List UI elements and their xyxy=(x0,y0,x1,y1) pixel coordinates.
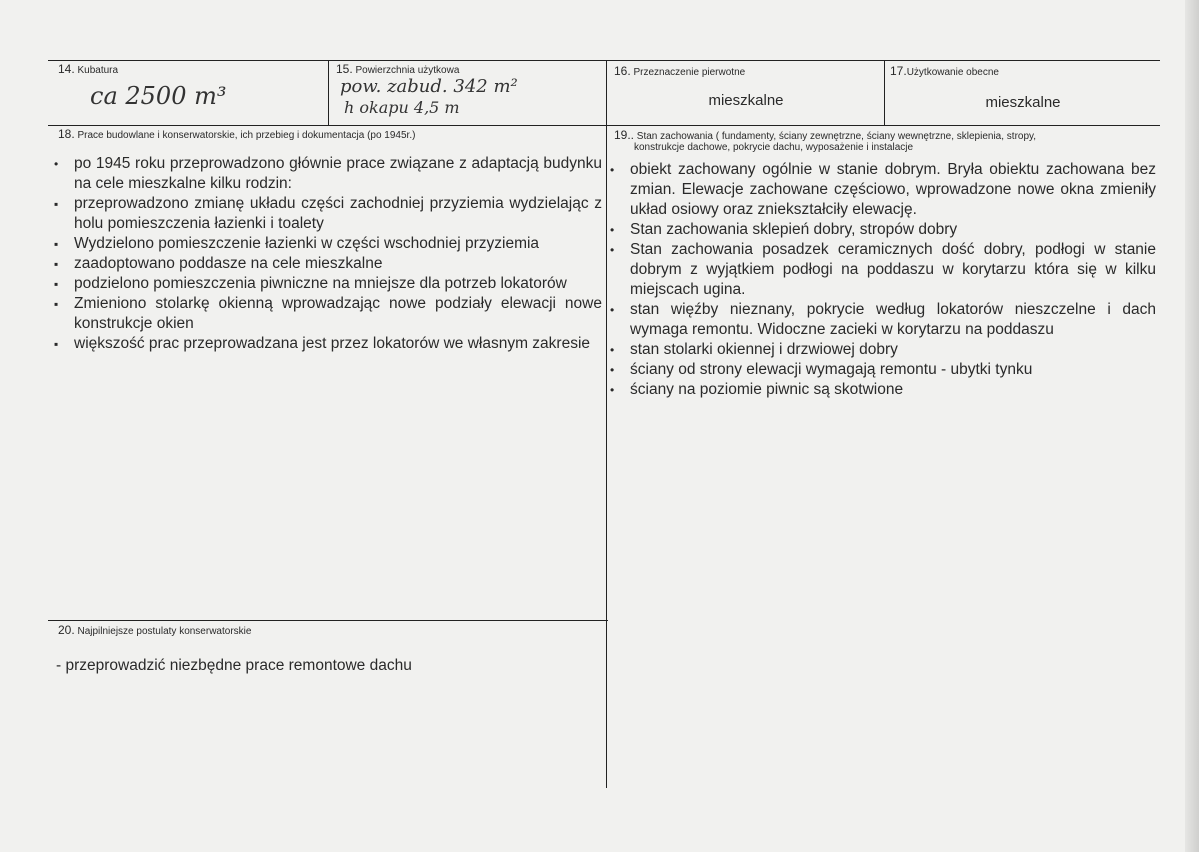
list-item xyxy=(52,294,602,334)
field-17-value: mieszkalne xyxy=(985,94,1061,111)
list-item xyxy=(608,220,1156,240)
list-item xyxy=(52,334,602,354)
bullet: • xyxy=(610,243,615,257)
field-15-label xyxy=(336,62,459,76)
field-16-value: mieszkalne xyxy=(708,92,784,109)
list-item xyxy=(52,274,602,294)
bullet: ▪ xyxy=(54,257,59,271)
field-20-text: - przeprowadzić niezbędne prace remontowe dachu xyxy=(56,657,412,674)
field-20-title: Najpilniejsze postulaty konserwatorskie xyxy=(77,626,252,637)
list-item-text: Stan zachowania sklepień dobry, stropów dobry xyxy=(630,221,958,238)
list-item xyxy=(608,160,1156,220)
field-14-title: Kubatura xyxy=(77,65,119,76)
bullet: ▪ xyxy=(54,277,59,291)
bullet: • xyxy=(610,163,615,177)
list-item xyxy=(608,300,1156,340)
bullet: • xyxy=(610,363,615,377)
list-item-text: większość prac przeprowadzana jest przez lokatorów we własnym zakresie xyxy=(74,335,591,352)
list-item-text: zaadoptowano poddasze na cele mieszkalne xyxy=(74,255,383,272)
field-20-top-border xyxy=(48,620,608,621)
list-item-text: obiekt zachowany ogólnie w stanie dobrym. Bryła obiektu zachowana bez zmian. Elewacje zachowane częściowo, wprowadzone nowe okna zmieniły układ osiowy oraz zniekształciły elewację. xyxy=(630,161,1156,218)
field-19-label xyxy=(614,128,1036,142)
field-17-number: 17. xyxy=(890,64,907,78)
list-item xyxy=(52,194,602,234)
field-14-number: 14. xyxy=(58,62,75,76)
field-19-list xyxy=(608,160,1156,400)
field-15-value-line-1: pow. zabud. 342 m² xyxy=(340,76,518,97)
bullet: • xyxy=(610,343,615,357)
list-item-text: ściany od strony elewacji wymagają remontu - ubytki tynku xyxy=(630,361,1033,378)
list-item-text: stan więźby nieznany, pokrycie według lokatorów nieszczelne i dach wymaga remontu. Widoczne zacieki w korytarzu na poddaszu xyxy=(630,301,1156,338)
list-item xyxy=(52,234,602,254)
list-item-text: po 1945 roku przeprowadzono głównie prace związane z adaptacją budynku na cele mieszkalne kilku rodzin: xyxy=(74,155,602,192)
field-17-title: Użytkowanie obecne xyxy=(906,67,999,78)
list-item-text: Stan zachowania posadzek ceramicznych dość dobry, podłogi w stanie dobrym z wyjątkiem podłogi na poddaszu w korytarzu która się w kilku miejscach ugina. xyxy=(630,241,1156,298)
list-item xyxy=(608,380,1156,400)
field-18-title: Prace budowlane i konserwatorskie, ich przebieg i dokumentacja (po 1945r.) xyxy=(77,130,416,141)
field-14-value: ca 2500 m³ xyxy=(90,82,227,110)
list-item-text: Zmieniono stolarkę okienną wprowadzając nowe podziały elewacji nowe konstrukcje okien xyxy=(74,295,602,332)
row-divider-1 xyxy=(48,125,1160,126)
bullet: ▪ xyxy=(54,197,59,211)
list-item-text: stan stolarki okiennej i drzwiowej dobry xyxy=(630,341,898,358)
field-16-label xyxy=(614,64,745,78)
field-19-number: 19.. xyxy=(614,128,635,142)
field-20-label xyxy=(58,623,251,637)
bullet: ▪ xyxy=(54,297,59,311)
field-15-number: 15. xyxy=(336,62,353,76)
field-15-value-line-2: h okapu 4,5 m xyxy=(344,98,460,117)
bullet: • xyxy=(610,383,615,397)
field-17-label xyxy=(890,64,999,78)
field-20-number: 20. xyxy=(58,623,75,637)
field-19-title: Stan zachowania ( fundamenty, ściany zewnętrzne, ściany wewnętrzne, sklepienia, stropy, xyxy=(636,131,1037,142)
scan-paper-edge xyxy=(1185,0,1199,852)
bullet: • xyxy=(610,223,615,237)
bullet: • xyxy=(54,157,59,171)
list-item-text: Wydzielono pomieszczenie łazienki w części wschodniej przyziemia xyxy=(74,235,540,252)
field-16-number: 16. xyxy=(614,64,631,78)
column-divider-1 xyxy=(328,60,329,126)
list-item-text: przeprowadzono zmianę układu części zachodniej przyziemia wydzielając z holu pomieszczenia łazienki i toalety xyxy=(74,195,602,232)
field-18-list xyxy=(52,154,602,354)
field-18-label xyxy=(58,127,415,141)
field-14-label xyxy=(58,62,118,76)
field-19-label-line-2: konstrukcje dachowe, pokrycie dachu, wyposażenie i instalacje xyxy=(634,142,914,153)
list-item xyxy=(608,240,1156,300)
bullet: • xyxy=(610,303,615,317)
list-item-text: ściany na poziomie piwnic są skotwione xyxy=(630,381,904,398)
form-top-border xyxy=(48,60,1160,61)
list-item xyxy=(608,360,1156,380)
bullet: ▪ xyxy=(54,237,59,251)
column-divider-2 xyxy=(606,60,607,788)
list-item xyxy=(608,340,1156,360)
field-15-title: Powierzchnia użytkowa xyxy=(355,65,460,76)
column-divider-3 xyxy=(884,60,885,126)
list-item-text: podzielono pomieszczenia piwniczne na mniejsze dla potrzeb lokatorów xyxy=(74,275,567,292)
list-item xyxy=(52,254,602,274)
list-item xyxy=(52,154,602,194)
field-16-title: Przeznaczenie pierwotne xyxy=(633,67,746,78)
field-18-number: 18. xyxy=(58,127,75,141)
bullet: ▪ xyxy=(54,337,59,351)
